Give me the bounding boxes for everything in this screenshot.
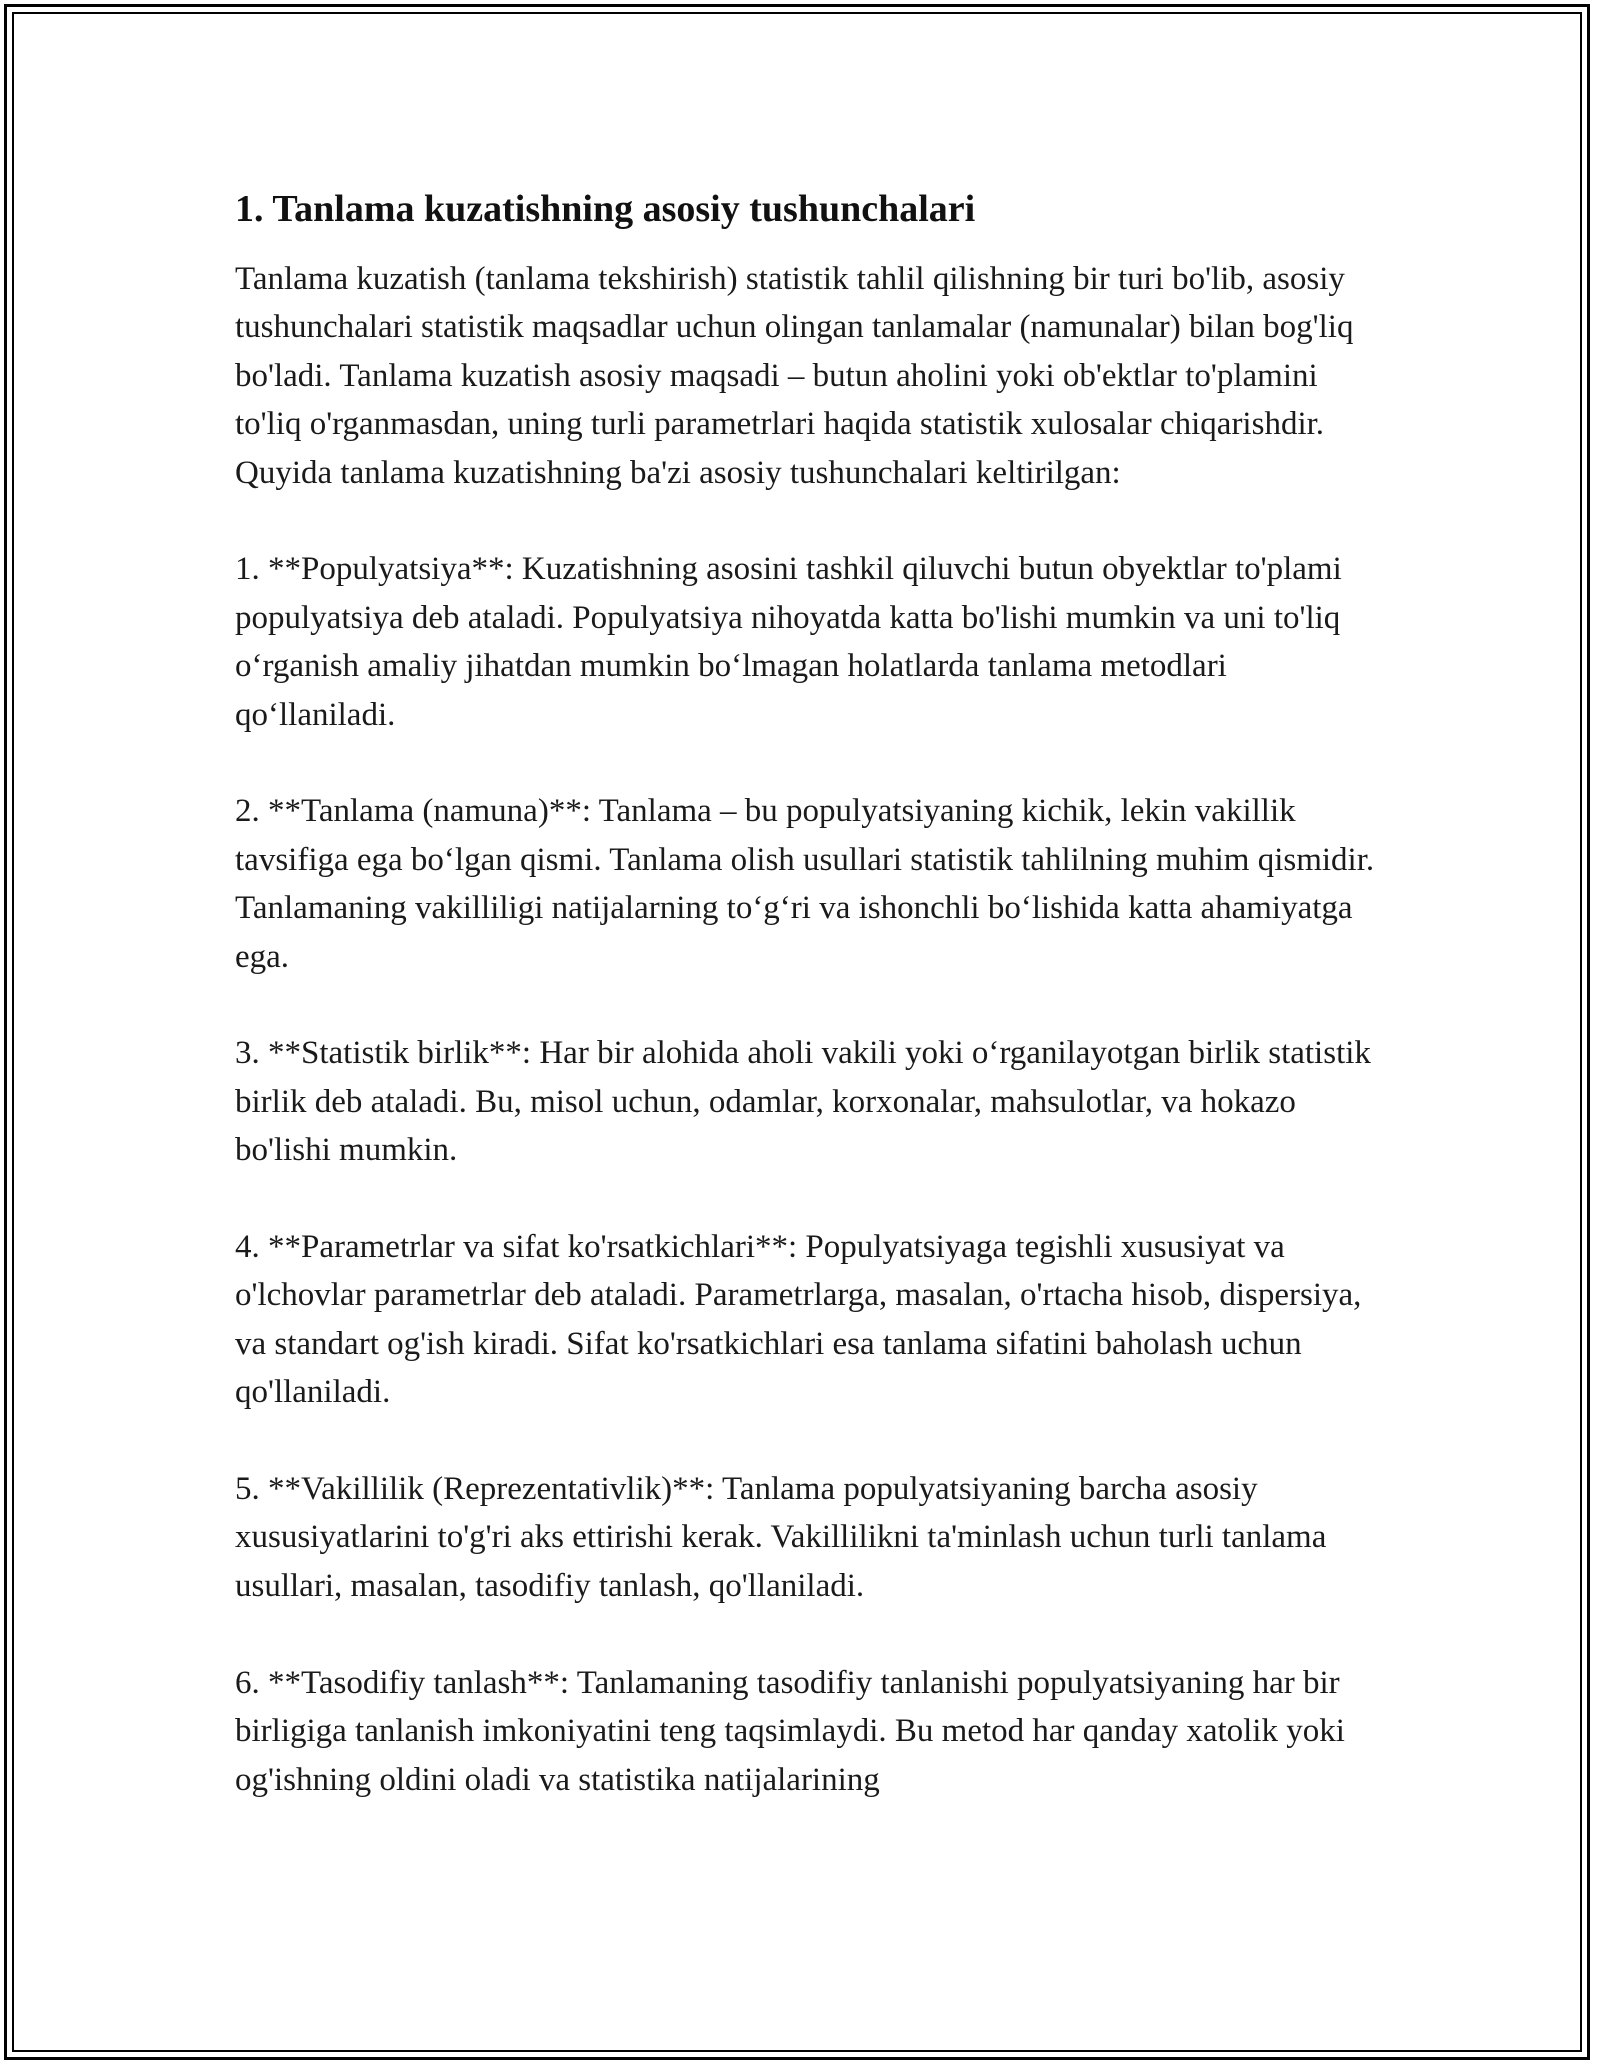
paragraph-parametrlar: 4. **Parametrlar va sifat ko'rsatkichlari**: Populyatsiyaga tegishli xususiyat va o'lchovlar parametrlar deb ataladi. Parametrlarga, masalan, o'rtacha hisob, dispersiya, va standart og'ish kiradi. Sifat ko'rsatkichlari esa tanlama sifatini baholash uchun qo'llaniladi. xyxy=(235,1229,1362,1411)
paragraph-populyatsiya: 1. **Populyatsiya**: Kuzatishning asosini tashkil qiluvchi butun obyektlar to'plami populyatsiya deb ataladi. Populyatsiya nihoyatda katta bo'lishi mumkin va uni to'liq o‘rganish amaliy jihatdan mumkin bo‘lmagan holatlarda tanlama metodlari qo‘llaniladi. xyxy=(235,551,1342,733)
paragraph-statistik-birlik: 3. **Statistik birlik**: Har bir alohida aholi vakili yoki o‘rganilayotgan birlik statistik birlik deb ataladi. Bu, misol uchun, odamlar, korxonalar, mahsulotlar, va hokazo bo'lishi mumkin. xyxy=(235,1035,1371,1169)
paragraph-vakillilik: 5. **Vakillilik (Reprezentativlik)**: Tanlama populyatsiyaning barcha asosiy xususiyatlarini to'g'ri aks ettirishi kerak. Vakillilikni ta'minlash uchun turli tanlama usullari, masalan, tasodifiy tanlash, qo'llaniladi. xyxy=(235,1471,1327,1604)
paragraph-tasodifiy-tanlash: 6. **Tasodifiy tanlash**: Tanlamaning tasodifiy tanlanishi populyatsiyaning har bir birligiga tanlanish imkoniyatini teng taqsimlaydi. Bu metod har qanday xatolik yoki og'ishning oldini oladi va statistika natijalarining xyxy=(235,1664,1345,1798)
document-body xyxy=(235,185,1385,1804)
section-heading: 1. Tanlama kuzatishning asosiy tushunchalari xyxy=(235,188,976,230)
paragraph-tanlama: 2. **Tanlama (namuna)**: Tanlama – bu populyatsiyaning kichik, lekin vakillik tavsifiga ega bo‘lgan qismi. Tanlama olish usullari statistik tahlilning muhim qismidir. Tanlamaning vakilliligi natijalarning to‘g‘ri va ishonchli bo‘lishida katta ahamiyatga ega. xyxy=(235,793,1375,975)
paragraph-intro: Tanlama kuzatish (tanlama tekshirish) statistik tahlil qilishning bir turi bo'lib, asosiy tushunchalari statistik maqsadlar uchun olingan tanlamalar (namunalar) bilan bog'liq bo'ladi. Tanlama kuzatish asosiy maqsadi – butun aholini yoki ob'ektlar to'plamini to'liq o'rganmasdan, uning turli parametrlari haqida statistik xulosalar chiqarishdir. Quyida tanlama kuzatishning ba'zi asosiy tushunchalari keltirilgan: xyxy=(235,261,1354,491)
